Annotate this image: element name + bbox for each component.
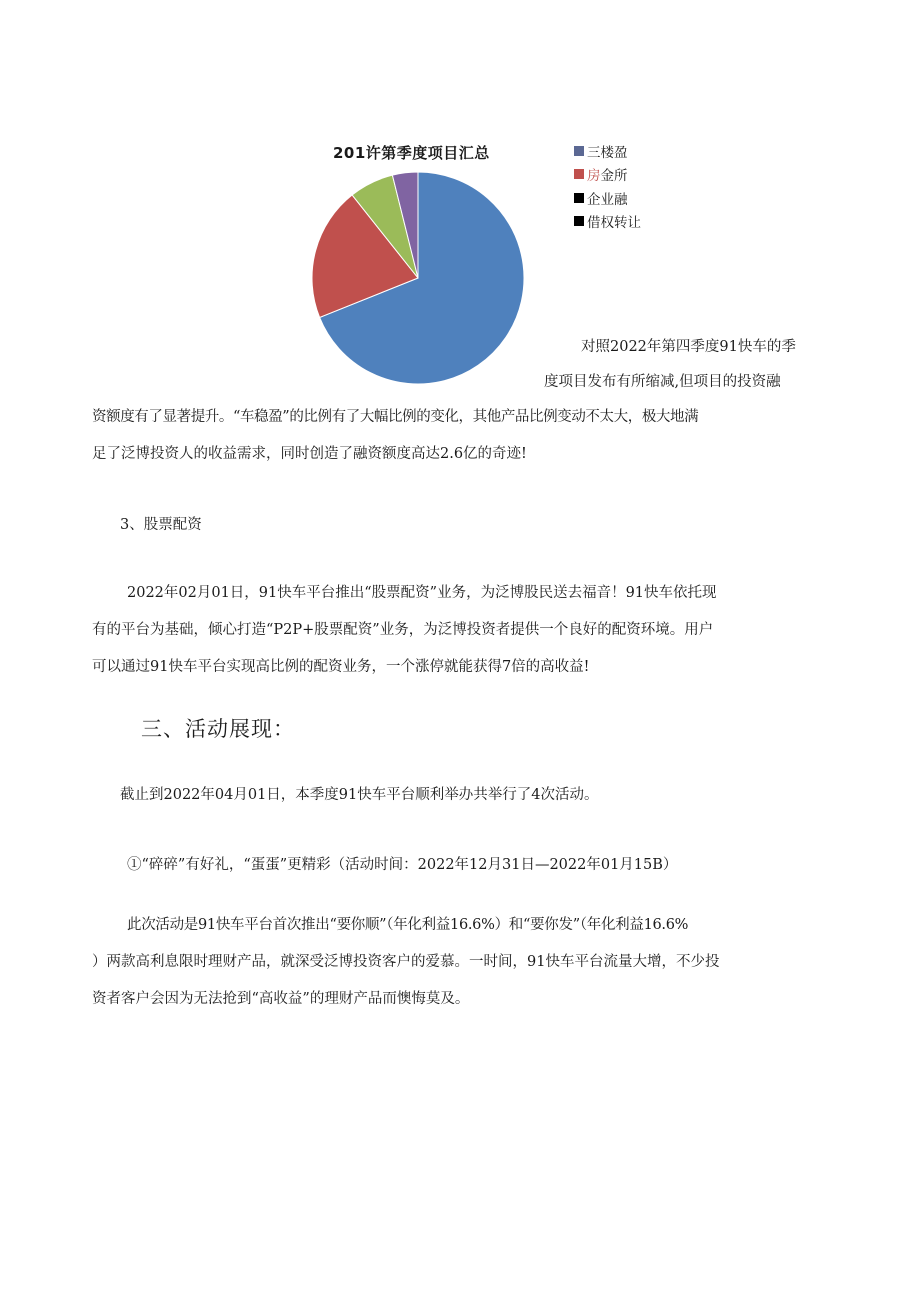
paragraph-line: 资额度有了显著提升。“车稳盈”的比例有了大幅比例的变化，其他产品比例变动不太大，极大地满 (92, 409, 699, 425)
paragraph-line: 截止到2022年04月01日，本季度91快车平台顺利举办共举行了4次活动。 (120, 787, 599, 803)
paragraph-line: ）两款高利息限时理财产品，就深受泛博投资客户的爱慕。一时间，91快车平台流量大增，不少投 (92, 954, 720, 970)
paragraph-line: 有的平台为基础，倾心打造“P2P+股票配资”业务，为泛博投资者提供一个良好的配资环境。用户 (92, 622, 714, 638)
paragraph-line: 2022年02月01日，91快车平台推出“股票配资”业务，为泛博股民送去福音！91快车依托现 (127, 585, 717, 601)
legend-swatch (574, 193, 584, 203)
paragraph-line: 足了泛博投资人的收益需求，同时创造了融资额度高达2.6亿的奇迹! (92, 446, 527, 462)
legend-label: 三楼盈 (587, 144, 628, 161)
chart-title: 201许第季度项目汇总 (333, 144, 490, 162)
legend-label-rest: 金所 (600, 168, 628, 185)
paragraph-line: 此次活动是91快车平台首次推出“要你顺”（年化利益16.6%）和“要你发”（年化利益16.6% (127, 917, 689, 933)
legend-label: 借权转让 (587, 215, 641, 232)
section-heading: 3、股票配资 (120, 517, 202, 533)
legend-item (574, 210, 641, 234)
legend-item (574, 139, 641, 163)
legend-swatch (574, 169, 584, 179)
activity-title: ①“碎碎”有好礼，“蛋蛋”更精彩（活动时间：2022年12月31日—2022年01月15B） (127, 857, 678, 873)
legend-item (574, 163, 641, 187)
chart-legend (574, 139, 641, 233)
paragraph-line: 对照2022年第四季度91快车的季 (581, 339, 796, 355)
legend-swatch (574, 216, 584, 226)
section-heading: 三、活动展现： (141, 717, 295, 741)
paragraph-line: 度项目发布有所缩减,但项目的投资融 (544, 374, 781, 390)
legend-label: 企业融 (587, 191, 628, 208)
legend-swatch (574, 146, 584, 156)
paragraph-line: 可以通过91快车平台实现高比例的配资业务，一个涨停就能获得7倍的高收益! (92, 659, 590, 675)
legend-label (587, 164, 628, 184)
legend-item (574, 186, 641, 210)
legend-label-lead: 房 (587, 168, 601, 185)
paragraph-line: 资者客户会因为无法抢到“高收益”的理财产品而懊悔莫及。 (92, 991, 470, 1007)
pie-chart (306, 166, 530, 390)
